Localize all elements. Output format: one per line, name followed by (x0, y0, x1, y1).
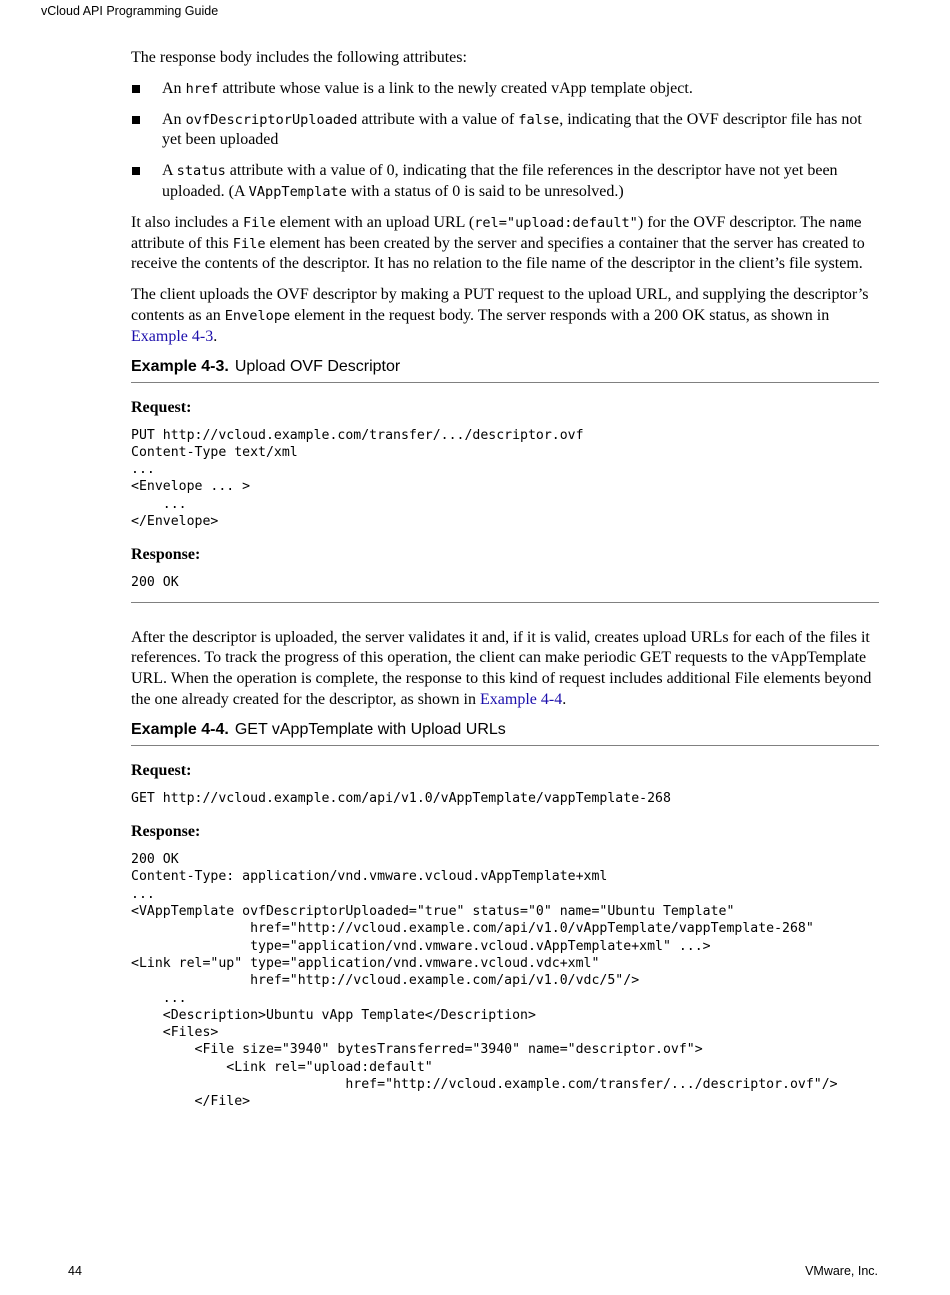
upload-paragraph: The client uploads the OVF descriptor by making a PUT request to the upload URL, and supplying the descriptor’s contents as an Envelope element in the request body. The server responds with a 200 OK status, as shown in Example 4-3. (131, 286, 869, 345)
request-code-block: GET http://vcloud.example.com/api/v1.0/vAppTemplate/vappTemplate-268 (131, 790, 671, 806)
list-item: A status attribute with a value of 0, indicating that the file references in the descriptor have not yet been uploaded. (A VAppTemplate with a status of 0 is said to be unresolved.) (131, 161, 879, 203)
response-code-block: 200 OK Content-Type: application/vnd.vmware.vcloud.vAppTemplate+xml ... <VAppTemplate ovfDescriptorUploaded="true" status="0" name="Ubuntu Template" href="http://vcloud.example.com/api/v1.0/vAppTemplate/vappTemplate-268" type="application/vnd.vmware.vcloud.vAppTemplate+xml" ...> <Link rel="up" type="application/vnd.vmware.vcloud.vdc+xml" href="http://vcloud.example.com/api/v1.0/vdc/5"/> ... <Description>Ubuntu vApp Template</Description> <Files> <File size="3940" bytesTransferred="3940" name="descriptor.ovf"> <Link rel="upload:default" href="http://vcloud.example.com/transfer/.../descriptor.ovf"/> </File> (131, 852, 838, 1110)
attribute-list (131, 79, 879, 203)
request-code-block: PUT http://vcloud.example.com/transfer/.../descriptor.ovf Content-Type text/xml ... <Envelope ... > ... </Envelope> (131, 427, 584, 530)
page-number: 44 (68, 1264, 82, 1278)
running-header: vCloud API Programming Guide (41, 4, 219, 18)
example-4-4-title: Example 4-4. GET vAppTemplate with Upload URLs (131, 721, 879, 746)
file-element-paragraph: It also includes a File element with an upload URL (rel="upload:default") for the OVF descriptor. The name attribute of this File element has been created by the server and specifies a container that the server has created to receive the contents of the descriptor. It has no relation to the file name of the descriptor in the client’s file system. (131, 213, 865, 273)
response-label: Response: (131, 546, 201, 564)
list-item: An ovfDescriptorUploaded attribute with a value of false, indicating that the OVF descriptor file has not yet been uploaded (131, 110, 879, 152)
request-label: Request: (131, 761, 192, 779)
example-4-3-title: Example 4-3. Upload OVF Descriptor (131, 358, 879, 383)
validation-paragraph: After the descriptor is uploaded, the server validates it and, if it is valid, creates upload URLs for each of the files it references. To track the progress of this operation, the client can make periodic GET requests to the vAppTemplate URL. When the operation is complete, the response to this kind of request includes additional File elements beyond the one already created for the descriptor, as shown in Example 4-4. (131, 628, 872, 709)
list-item: An href attribute whose value is a link to the newly created vApp template object. (131, 79, 879, 100)
example-4-4-link[interactable]: Example 4-4 (480, 691, 563, 709)
page-content (131, 48, 879, 1111)
response-code-block: 200 OK (131, 575, 179, 591)
response-label: Response: (131, 823, 201, 841)
example-divider (131, 602, 879, 603)
intro-paragraph: The response body includes the following attributes: (131, 49, 467, 66)
example-4-3-link[interactable]: Example 4-3 (131, 327, 214, 345)
footer-company: VMware, Inc. (805, 1264, 878, 1278)
request-label: Request: (131, 398, 192, 416)
